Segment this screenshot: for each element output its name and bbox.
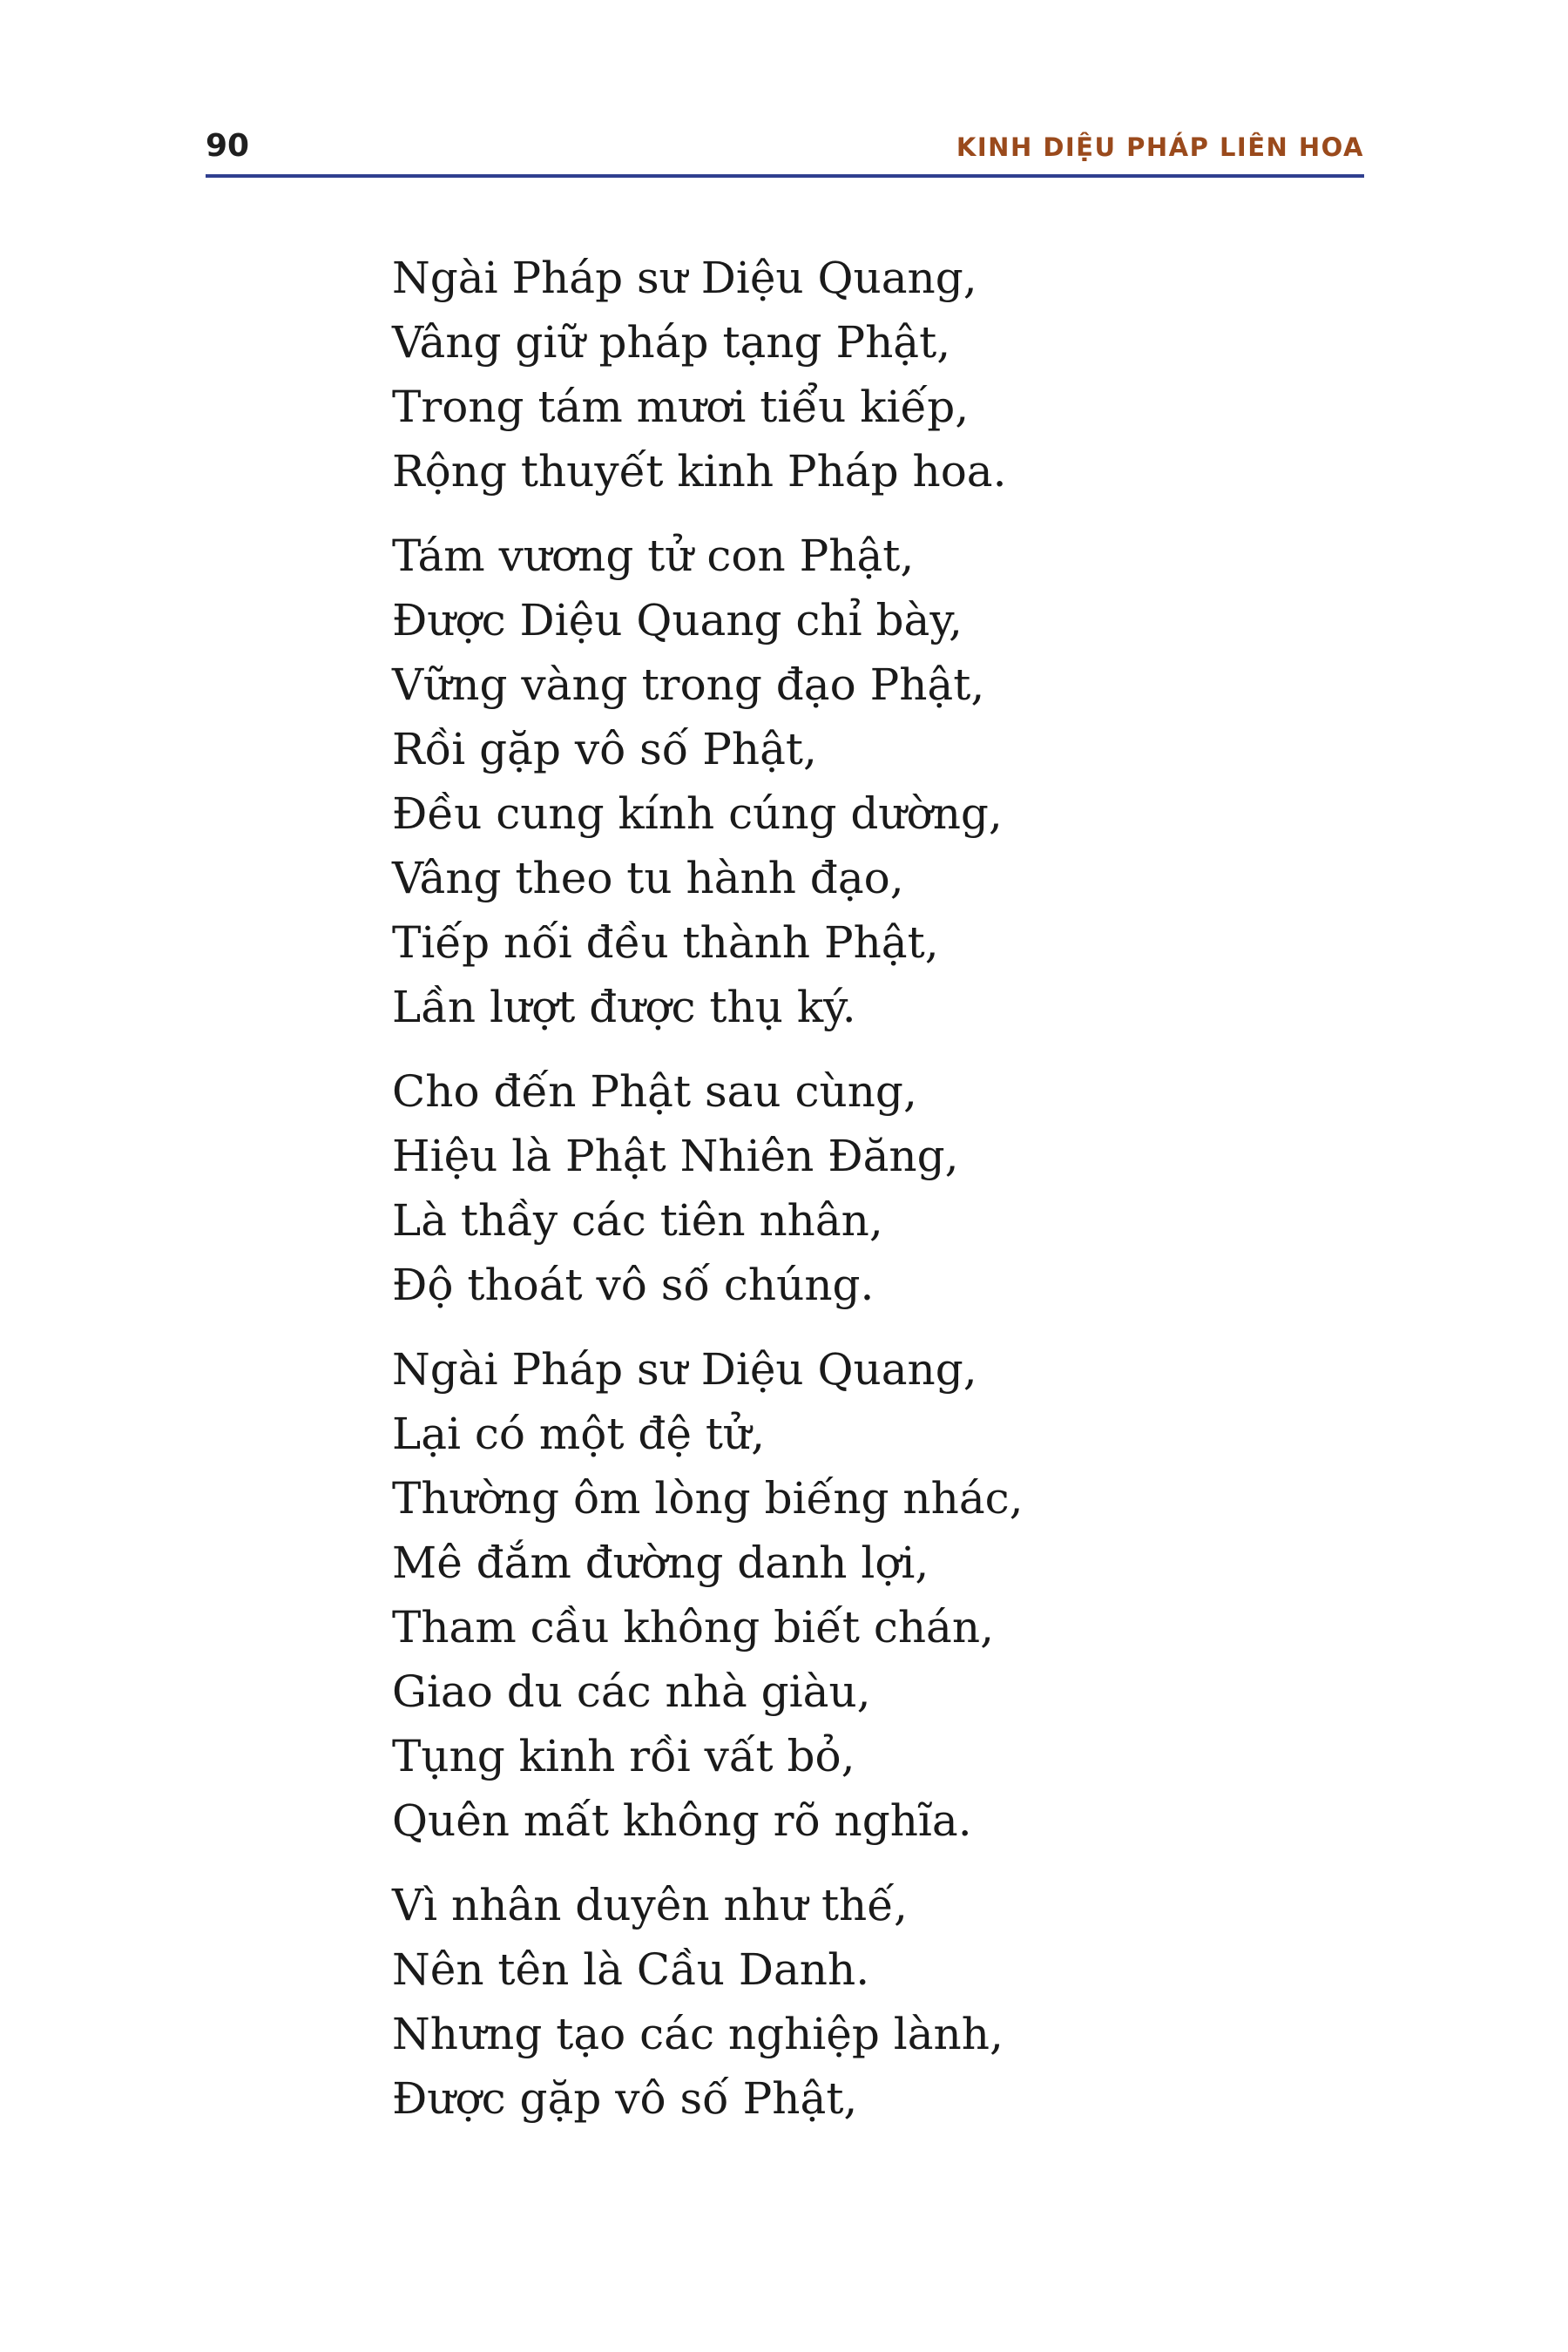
verse-line: Lại có một đệ tử, — [392, 1409, 766, 1459]
stanza — [392, 1337, 1176, 1853]
page-header — [206, 118, 1364, 179]
verse-line: Quên mất không rõ nghĩa. — [392, 1795, 972, 1846]
verse-line: Cho đến Phật sau cùng, — [392, 1066, 917, 1117]
header-rule — [206, 174, 1364, 178]
verse-line: Nên tên là Cầu Danh. — [392, 1944, 870, 1995]
verse-line: Lần lượt được thụ ký. — [392, 982, 856, 1032]
verse-line: Giao du các nhà giàu, — [392, 1666, 871, 1717]
verse-line: Vì nhân duyên như thế, — [392, 1880, 908, 1930]
verse-line: Tám vương tử con Phật, — [392, 531, 915, 581]
page-number: 90 — [206, 128, 250, 164]
verse-line: Là thầy các tiên nhân, — [392, 1195, 883, 1246]
verse-line: Vâng giữ pháp tạng Phật, — [392, 317, 951, 368]
verse-line: Rồi gặp vô số Phật, — [392, 724, 817, 774]
verse-line: Được gặp vô số Phật, — [392, 2073, 858, 2124]
stanza — [392, 1059, 1176, 1317]
verse-line: Ngài Pháp sư Diệu Quang, — [392, 253, 977, 303]
verse-line: Hiệu là Phật Nhiên Đăng, — [392, 1131, 959, 1181]
verse-line: Vững vàng trong đạo Phật, — [392, 659, 985, 710]
stanza — [392, 1873, 1176, 2131]
book-title: KINH DIỆU PHÁP LIÊN HOA — [956, 132, 1364, 162]
verse-line: Tụng kinh rồi vất bỏ, — [392, 1731, 855, 1781]
verse-line: Trong tám mươi tiểu kiếp, — [392, 382, 970, 432]
verse-line: Vâng theo tu hành đạo, — [392, 853, 904, 903]
verse-line: Độ thoát vô số chúng. — [392, 1260, 875, 1310]
verse-line: Thường ôm lòng biếng nhác, — [392, 1473, 1024, 1524]
verse-line: Mê đắm đường danh lợi, — [392, 1538, 929, 1588]
verse-line: Được Diệu Quang chỉ bày, — [392, 595, 963, 645]
stanza — [392, 246, 1176, 504]
verse-line: Nhưng tạo các nghiệp lành, — [392, 2009, 1004, 2059]
verse-line: Tham cầu không biết chán, — [392, 1602, 994, 1652]
stanza — [392, 524, 1176, 1039]
verse-line: Tiếp nối đều thành Phật, — [392, 917, 939, 968]
verse-line: Ngài Pháp sư Diệu Quang, — [392, 1344, 977, 1395]
verse-line: Đều cung kính cúng dường, — [392, 788, 1003, 839]
poem-body — [392, 246, 1176, 2151]
verse-line: Rộng thuyết kinh Pháp hoa. — [392, 446, 1007, 497]
